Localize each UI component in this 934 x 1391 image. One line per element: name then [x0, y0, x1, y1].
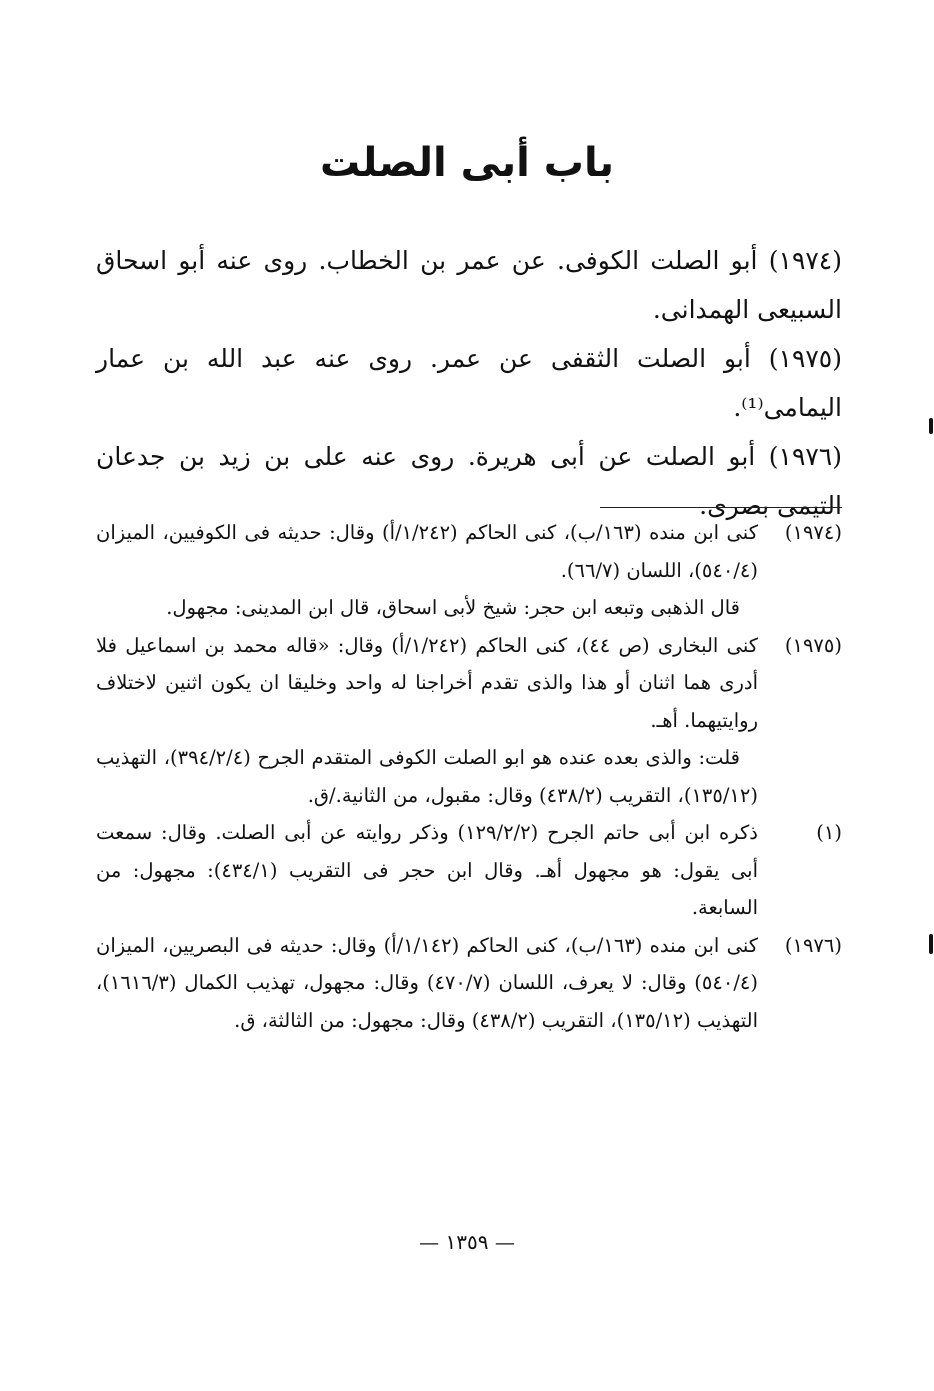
- note-number: (١٩٧٤): [784, 521, 842, 544]
- entry-1974: (١٩٧٤) أبو الصلت الكوفى. عن عمر بن الخطاب. روى عنه أبو اسحاق السبيعى الهمدانى.: [96, 246, 842, 324]
- note-1975: [96, 627, 842, 815]
- note-body: [96, 927, 758, 1040]
- note-paragraph: قال الذهبى وتبعه ابن حجر: شيخ لأبى اسحاق، قال ابن المدينى: مجهول.: [166, 596, 740, 619]
- note-body: [96, 514, 758, 627]
- note-1: [96, 814, 842, 927]
- note-paragraph: كنى البخارى (ص ٤٤)، كنى الحاكم (١/٢٤٢/أ) وقال: «قاله محمد بن اسماعيل فلا أدرى هما اثنان أو هذا والذى تقدم أخراجنا له واحد وخليقا ان يكون اثنين لاختلاف روايتيهما. أهـ.: [96, 633, 758, 732]
- scan-edge-mark: [929, 934, 933, 954]
- footnote-divider: [600, 507, 842, 508]
- page-number: — ١٣٥٩ —: [419, 1230, 515, 1254]
- note-1974: [96, 514, 842, 627]
- note-paragraph: ذكره ابن أبى حاتم الجرح (١٢٩/٢/٢) وذكر روايته عن أبى الصلت. وقال: سمعت أبى يقول: هو مجهول أهـ. وقال ابن حجر فى التقريب (٤٣٤/١): مجهول: من السابعة.: [96, 821, 758, 919]
- note-number: (١٩٧٦): [784, 933, 842, 957]
- note-1976: [96, 927, 842, 1040]
- footnotes: [96, 514, 842, 1039]
- note-number: (١٩٧٥): [784, 633, 842, 657]
- note-body: [96, 814, 758, 927]
- note-paragraph: كنى ابن منده (١٦٣/ب)، كنى الحاكم (١/٢٤٢/أ) وقال: حديثه فى الكوفيين، الميزان (٥٤٠/٤)، اللسان (٦٦/٧).: [96, 521, 758, 582]
- note-number: (١): [816, 821, 842, 844]
- chapter-title: باب أبى الصلت: [319, 140, 615, 186]
- entry-1975: (١٩٧٥) أبو الصلت الثقفى عن عمر. روى عنه عبد الله بن عمار اليمامى⁽¹⁾.: [96, 344, 842, 422]
- scan-edge-mark: [929, 418, 933, 434]
- note-paragraph: قلت: والذى بعده عنده هو ابو الصلت الكوفى المتقدم الجرح (٣٩٤/٢/٤)، التهذيب (١٣٥/١٢)، التقريب (٤٣٨/٢) وقال: مقبول، من الثانية./ق.: [96, 746, 758, 807]
- note-paragraph: كنى ابن منده (١٦٣/ب)، كنى الحاكم (١/١٤٢/أ) وقال: حديثه فى البصريين، الميزان (٥٤٠/٤) وقال: لا يعرف، اللسان (٤٧٠/٧) وقال: مجهول، تهذيب الكمال (١٦١٦/٣)، التهذيب (١٣٥/١٢)، التقريب (٤٣٨/٢) وقال: مجهول: من الثالثة، ق.: [96, 933, 758, 1032]
- entry-1976: (١٩٧٦) أبو الصلت عن أبى هريرة. روى عنه على بن زيد بن جدعان التيمى بصرى.: [96, 442, 842, 520]
- note-body: [96, 627, 758, 815]
- main-text: [96, 236, 842, 530]
